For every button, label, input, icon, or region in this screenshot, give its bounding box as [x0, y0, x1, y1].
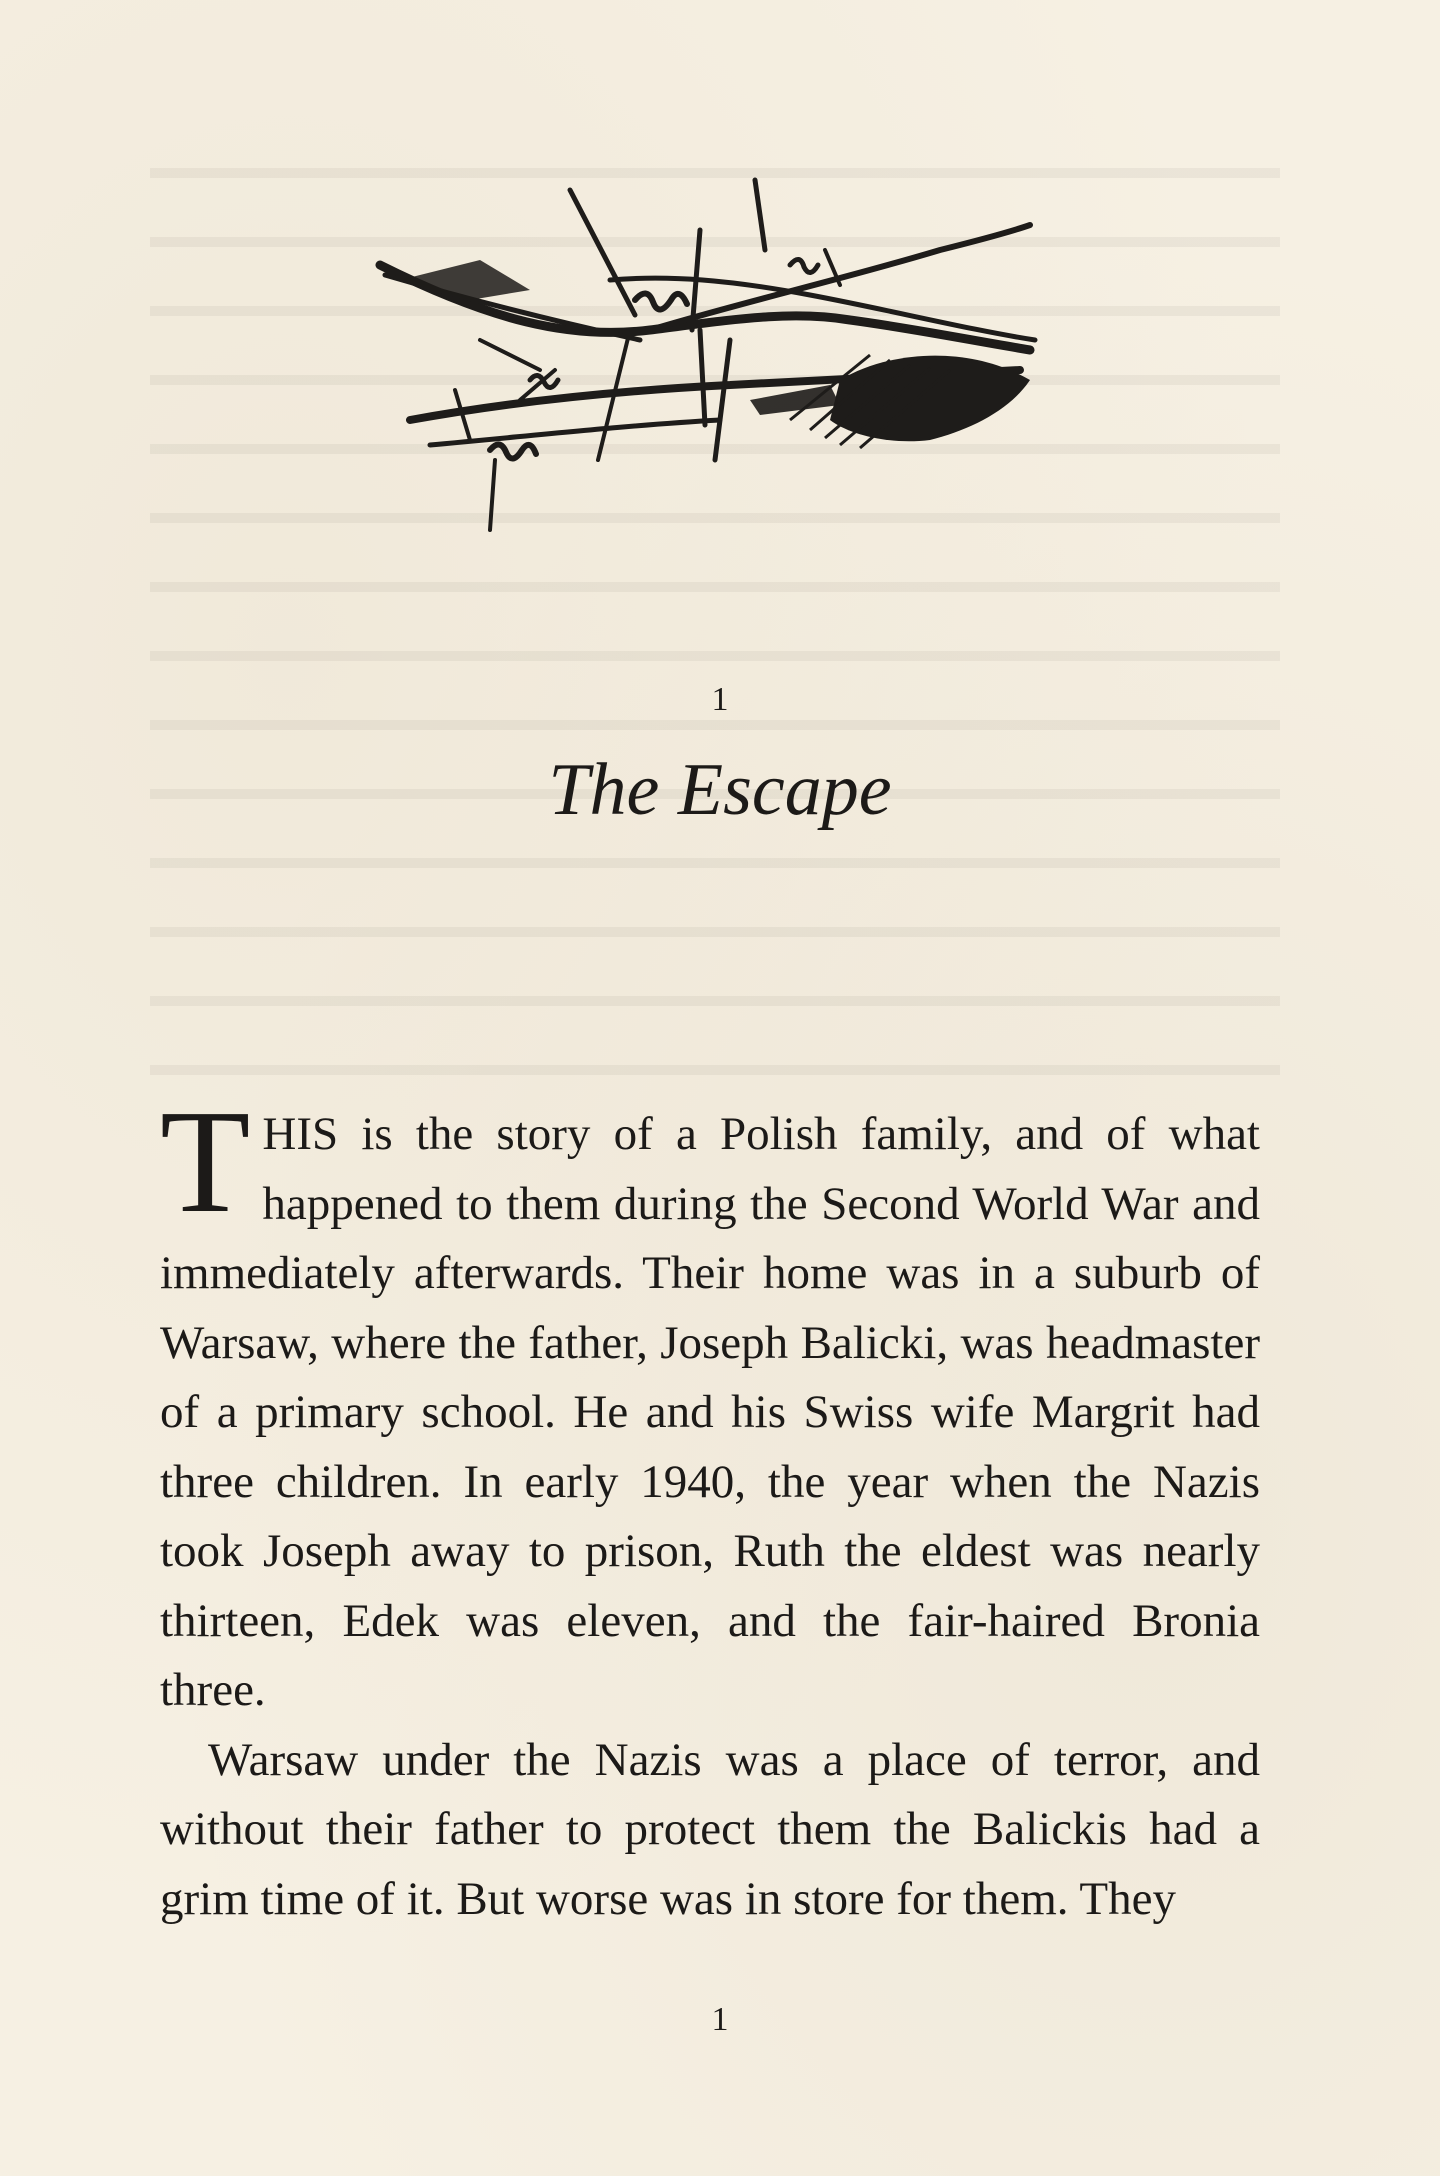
page-number: 1 [711, 2001, 729, 2038]
chapter-number: 1 [711, 681, 729, 718]
paragraph-1-text: HIS is the story of a Polish family, and of what happened to them during the Second World War and immediately afterwards. Their home was in a suburb of Warsaw, where the father, Joseph Balicki, was headmaster of a primary school. He and his Swiss wife Margrit had three children. In early 1940, the year when the Nazis took Joseph away to prison, Ruth the eldest was nearly thirteen, Edek was eleven, and the fair-haired Bronia three. [160, 1108, 1260, 1716]
chapter-title: The Escape [548, 749, 892, 831]
paragraph-2: Warsaw under the Nazis was a place of terror, and without their father to protect them the Balickis had a grim time of it. But worse was in store for them. They [160, 1733, 1260, 1925]
drop-cap: T [160, 1080, 251, 1244]
barbed-wire-illustration [370, 170, 1050, 550]
paragraph-1 [160, 1080, 1260, 1726]
chapter-body [160, 1080, 1260, 1934]
